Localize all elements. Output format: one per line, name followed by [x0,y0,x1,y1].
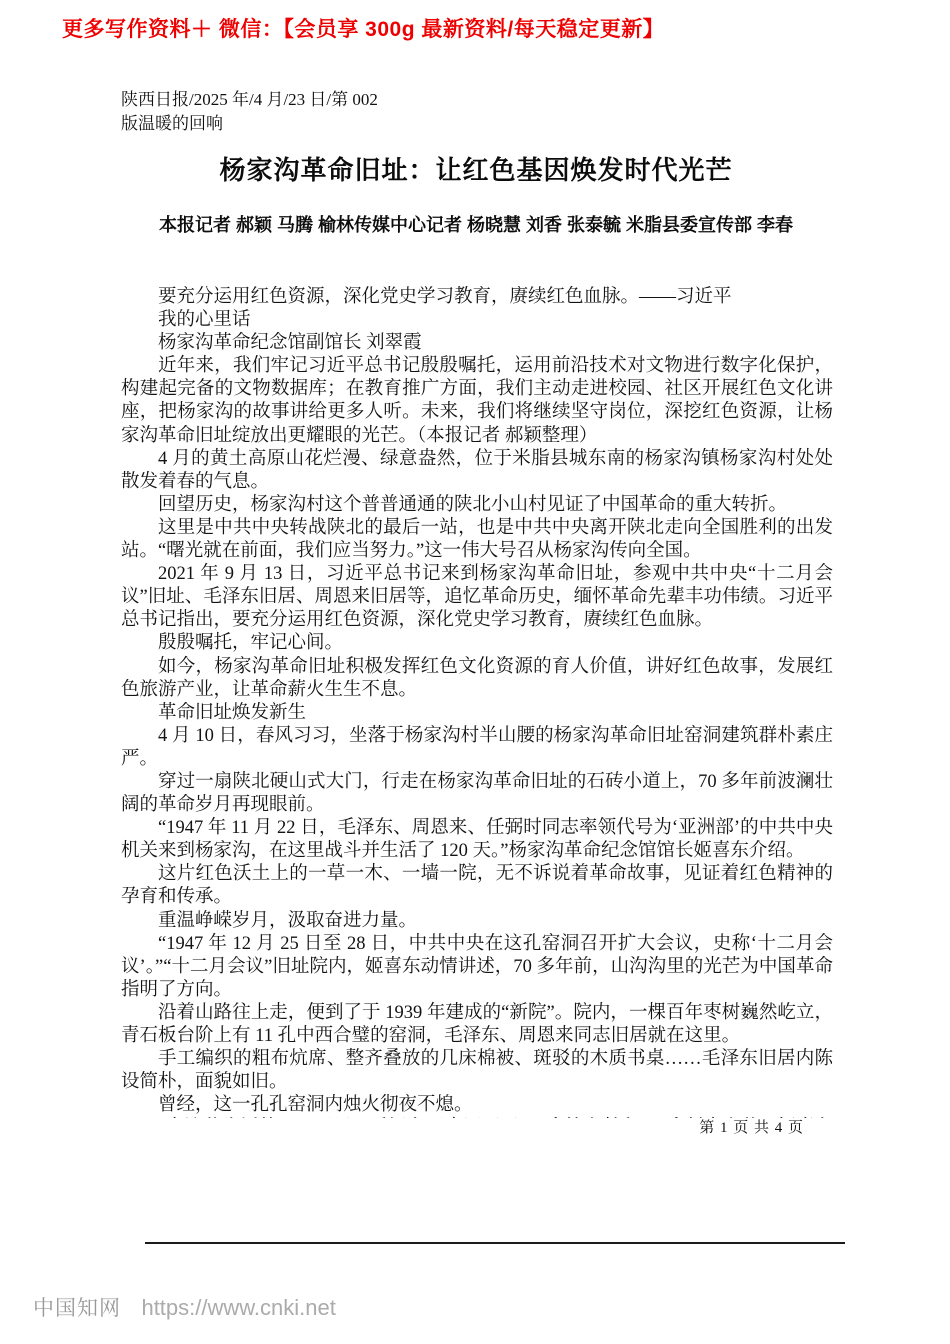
paragraph: 如今，杨家沟革命旧址积极发挥红色文化资源的育人价值，讲好红色故事，发展红色旅游产业，让革命薪火生生不息。 [121,656,833,700]
cnki-url: https://www.cnki.net [141,1295,336,1320]
paragraph: 曾经，这一孔孔窑洞内烛火彻夜不熄。 [158,1095,473,1116]
article-body [121,286,833,1118]
paragraph: 这片红色沃土上的一草一木、一墙一院，无不诉说着革命故事，见证着红色精神的孕育和传承。 [121,864,833,908]
article-title: 杨家沟革命旧址：让红色基因焕发时代光芒 [219,155,733,185]
paragraph: 4 月的黄土高原山花烂漫、绿意盎然，位于米脂县城东南的杨家沟镇杨家沟村处处散发着春的气息。 [121,448,833,492]
paragraph: 殷殷嘱托，牢记心间。 [158,633,344,654]
cnki-watermark [33,1292,336,1322]
cnki-logo: 中国知网 [33,1297,121,1320]
paragraph: 沿着山路往上走，便到了于 1939 年建成的“新院”。院内，一棵百年枣树巍然屹立，青石板台阶上有 11 孔中西合璧的窑洞，毛泽东、周恩来同志旧居就在这里。 [121,1002,833,1046]
paragraph: 重温峥嵘岁月，汲取奋进力量。 [158,910,418,931]
paragraph: 近年来，我们牢记习近平总书记殷殷嘱托，运用前沿技术对文物进行数字化保护，构建起完备的文物数据库；在教育推广方面，我们主动走进校园、社区开展红色文化讲座，把杨家沟的故事讲给更多人听。未来，我们将继续坚守岗位，深挖红色资源，让杨家沟革命旧址绽放出更耀眼的光芒。（本报记者 郝颖整理） [121,356,833,446]
paragraph: 要充分运用红色资源，深化党史学习教育，赓续红色血脉。——习近平 [158,287,732,307]
source-line-2: 版温暖的回响 [121,114,223,133]
article-byline: 本报记者 郝颖 马腾 榆林传媒中心记者 杨晓慧 刘香 张泰毓 米脂县委宣传部 李春 [158,215,793,235]
paragraph: 革命旧址焕发新生 [158,702,307,723]
footer-divider [145,1242,845,1244]
source-line-1: 陕西日报/2025 年/4 月/23 日/第 002 [121,90,378,109]
paragraph: 回望历史，杨家沟村这个普普通通的陕北小山村见证了中国革命的重大转折。 [158,494,788,515]
paragraph: 4 月 10 日，春风习习，坐落于杨家沟村半山腰的杨家沟革命旧址窑洞建筑群朴素庄严。 [121,725,833,769]
paragraph: 2021 年 9 月 13 日，习近平总书记来到杨家沟革命旧址，参观中共中央“十二月会议”旧址、毛泽东旧居、周恩来旧居等，追忆革命历史，缅怀革命先辈丰功伟绩。习近平总书记指出，要充分运用红色资源，深化党史学习教育，赓续红色血脉。 [121,564,833,631]
source-info [121,88,378,136]
paragraph: “1947 年 11 月 22 日，毛泽东、周恩来、任弼时同志率领代号为‘亚洲部’的中共中央机关来到杨家沟，在这里战斗并生活了 120 天。”杨家沟革命纪念馆馆长姬喜东介绍。 [121,818,833,862]
paragraph: 我的心里话 [158,310,251,331]
paragraph: 手工编织的粗布炕席、整齐叠放的几床棉被、斑驳的木质书桌……毛泽东旧居内陈设简朴，面貌如旧。 [121,1049,833,1093]
paragraph: 这里是中共中央转战陕北的最后一站，也是中共中央离开陕北走向全国胜利的出发站。“曙光就在前面，我们应当努力。”这一伟大号召从杨家沟传向全国。 [121,517,833,562]
paragraph: 杨家沟革命纪念馆副馆长 刘翠霞 [158,333,422,354]
paragraph: 穿过一扇陕北硬山式大门，行走在杨家沟革命旧址的石砖小道上，70 多年前波澜壮阔的革命岁月再现眼前。 [121,771,833,816]
paragraph: “1947 年 12 月 25 日至 28 日，中共中央在这孔窑洞召开扩大会议，史称‘十二月会议’。”“十二月会议”旧址院内，姬喜东动情讲述，70 多年前，山沟沟里的光芒为中国革命指明了方向。 [121,933,833,1000]
promo-banner-text: 更多写作资料＋ 微信：【会员享 300g 最新资料/每天稳定更新】 [62,18,665,41]
page-number: 第 1 页 共 4 页 [699,1120,804,1136]
